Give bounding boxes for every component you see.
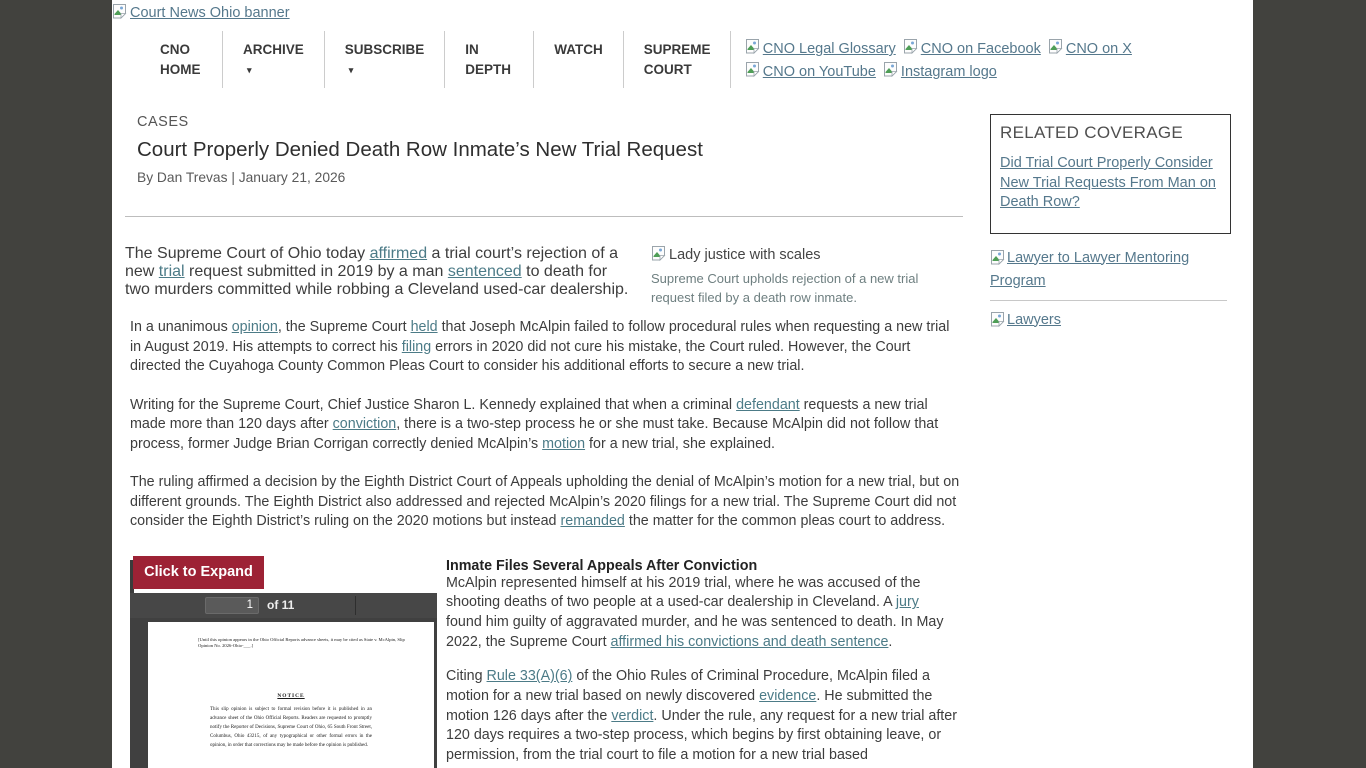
inline-link[interactable]: verdict xyxy=(611,707,654,724)
inline-link[interactable]: opinion xyxy=(231,319,278,335)
lawyers-link[interactable]: Lawyers xyxy=(990,312,1061,328)
article: CASES Court Properly Denied Death Row Inmate’s New Trial Request By Dan Trevas | January 21, 2026 Lady justice with scales Supreme Court upholds rejection of a new trial request filed by a death row inmate. The Supreme Court of Ohio today affirmed a trial court’s rejection of a new trial request submitted in 2019 by a man sentenced to death for two murders committed while robbing a Cleveland used-car dealership. In a unanimous opinion, the Supreme Court held that Joseph McAlpin failed to follow procedural rules when requesting a new trial in August 2019. His attempts to correct his filing errors in 2020 did not cure his mistake, the Court ruled. However, the Court directed the Cuyahoga County Common Pleas Court to consider his additional efforts to secure a new trial. Writing for the Supreme Court, Chief Justice Sharon L. Kennedy explained that when a criminal defendant requests a new trial made more than 120 days after conviction, there is a two-step process he or she must take. Because McAlpin did not follow that process, former Judge Brian Corrigan correctly denied McAlpin’s motion for a new trial, she explained. The ruling affirmed a decision by the Eighth District Court of Appeals upholding the denial of McAlpin’s motion for a new trial, but on different grounds. The Eighth District also addressed and rejected McAlpin’s 2020 filings for a new trial. The Supreme Court did not consider the Eighth District’s ruling on the 2020 motions but instead remanded the matter for the common pleas court to address. Click to Expand 1 of 11 [Until this opinion appears in the Ohio Official Reports advance sheets, it may be cited as State v. McAlpin, Slip Opinion No. 2026-Ohio-___.] NOTICE This slip opinion is subject to formal revision before it is published in an advance sheet of the Ohio Official Reports. Readers are requested to promptly notify the Reporter of Decisions, Supreme Court of Ohio, 65 South Front Street, Columbus, Ohio 43215, of any typographical or other formal errors in the opinion, in order that corrections may be made before the opinion is published. Inmate Files Several Appeals After Conviction McAlpin represented himself at his 2019 trial, where he was accused of the shooting deaths of two people at a used-car dealership in Cleveland. A jury found him guilty of aggravated murder, and he was sentenced to death. In May 2022, the Supreme Court affirmed his convictions and death sentence. Citing Rule 33(A)(6) of the Ohio Rules of Criminal Procedure, McAlpin filed a motion for a new trial based on newly discovered evidence. He submitted the motion 126 days after the verdict. Under the rule, any request for a new trial after 120 days requires a two-step process, which begins by first obtaining leave, or permission, from the trial court to file a motion for a new trial based xyxy=(125,114,963,768)
pdf-toolbar xyxy=(130,593,437,618)
youtube-link[interactable]: CNO on YouTube xyxy=(745,61,876,84)
pdf-page-input[interactable] xyxy=(205,597,259,614)
pdf-page-count: of 11 xyxy=(267,597,295,612)
paragraph: Citing Rule 33(A)(6) of the Ohio Rules of Criminal Procedure, McAlpin filed a motion for a new trial based on newly discovered evidence. He submitted the motion 126 days after the verdict. Under the rule, any request for a new trial after 120 days requires a two-step process, which begins by first obtaining leave, or permission, from the trial court to file a motion for a new trial based xyxy=(446,668,957,764)
inline-link[interactable]: affirmed his convictions and death sentence xyxy=(610,633,889,650)
inline-link[interactable]: jury xyxy=(895,594,919,611)
broken-image-icon xyxy=(745,38,760,61)
broken-image-icon xyxy=(883,61,898,84)
broken-image-icon xyxy=(903,38,918,61)
inline-link[interactable]: Rule 33(A)(6) xyxy=(486,668,573,685)
content-page xyxy=(112,0,1253,768)
nav-item-watch[interactable]: WATCH xyxy=(534,31,624,88)
inline-link[interactable]: conviction xyxy=(332,416,397,432)
paragraph: Writing for the Supreme Court, Chief Justice Sharon L. Kennedy explained that when a criminal defendant requests a new trial made more than 120 days after conviction, there is a two-step process he or she must take. Because McAlpin did not follow that process, former Judge Brian Corrigan correctly denied McAlpin’s motion for a new trial, she explained. xyxy=(130,396,939,452)
site-header xyxy=(112,3,1253,20)
pdf-notice-title: NOTICE xyxy=(277,692,305,699)
expand-button[interactable]: Click to Expand xyxy=(133,556,264,589)
pdf-citation: [Until this opinion appears in the Ohio Official Reports advance sheets, it may be cited as State v. McAlpin, Slip Opinion No. 2026-Ohio-___.] xyxy=(198,636,405,648)
social-links xyxy=(745,38,1253,84)
nav-item-subscribe[interactable]: SUBSCRIBE▾ xyxy=(325,31,446,88)
pdf-page xyxy=(148,622,434,768)
article-category: CASES xyxy=(137,114,189,130)
inline-link[interactable]: remanded xyxy=(560,513,625,529)
figure-caption: Supreme Court upholds rejection of a new trial request filed by a death row inmate. xyxy=(651,271,919,305)
nav-item-supreme-court[interactable]: SUPREME COURT xyxy=(624,31,731,88)
navigation-row xyxy=(112,31,1253,88)
nav-item-cno-home[interactable]: CNO HOME xyxy=(140,31,223,88)
pdf-canvas[interactable] xyxy=(130,618,437,768)
related-coverage-title: RELATED COVERAGE xyxy=(1000,123,1184,142)
broken-image-icon xyxy=(1048,38,1063,61)
article-continuation xyxy=(446,556,957,768)
section-heading: Inmate Files Several Appeals After Conviction xyxy=(446,557,758,574)
broken-image-icon xyxy=(745,61,760,84)
article-title: Court Properly Denied Death Row Inmate’s New Trial Request xyxy=(137,138,703,161)
pdf-notice-body: This slip opinion is subject to formal revision before it is published in an advance sheet of the Ohio Official Reports. Readers are requested to promptly notify the Reporter of Decisions, Supreme Court of Ohio, 65 South Front Street, Columbus, Ohio 43215, of any typographical or other formal errors in the opinion, in order that corrections may be made before the opinion is published. xyxy=(210,706,372,749)
related-coverage-box xyxy=(990,114,1231,234)
related-coverage-link[interactable]: Did Trial Court Properly Consider New Trial Requests From Man on Death Row? xyxy=(1000,155,1216,210)
inline-link[interactable]: affirmed xyxy=(369,245,428,262)
toolbar-separator xyxy=(355,596,356,615)
inline-link[interactable]: held xyxy=(410,319,438,335)
nav-item-archive[interactable]: ARCHIVE▾ xyxy=(223,31,325,88)
broken-image-icon xyxy=(651,245,666,265)
article-byline: By Dan Trevas | January 21, 2026 xyxy=(137,170,346,185)
chevron-down-icon: ▾ xyxy=(247,65,252,75)
figure-alt-text: Lady justice with scales xyxy=(669,247,821,263)
nav-item-in-depth[interactable]: IN DEPTH xyxy=(445,31,534,88)
legal-glossary-link[interactable]: CNO Legal Glossary xyxy=(745,38,896,61)
main-nav xyxy=(140,31,731,88)
broken-image-icon xyxy=(990,249,1005,271)
inline-link[interactable]: evidence xyxy=(759,688,817,705)
divider xyxy=(125,216,963,217)
article-figure xyxy=(651,245,963,307)
promo-item xyxy=(990,310,1231,333)
sidebar xyxy=(990,114,1231,768)
instagram-link[interactable]: Instagram logo xyxy=(883,61,997,84)
promo-item xyxy=(990,248,1231,291)
paragraph: McAlpin represented himself at his 2019 trial, where he was accused of the shooting deaths of two people at a used-car dealership in Cleveland. A jury found him guilty of aggravated murder, and he was sentenced to death. In May 2022, the Supreme Court affirmed his convictions and death sentence. xyxy=(446,574,944,650)
inline-link[interactable]: sentenced xyxy=(447,263,522,280)
paragraph: The ruling affirmed a decision by the Eighth District Court of Appeals upholding the denial of McAlpin’s motion for a new trial, but on different grounds. The Eighth District also addressed and rejected McAlpin’s 2020 filings for a new trial. The Supreme Court did not consider the Eighth District’s ruling on the 2020 motions but instead remanded the matter for the common pleas court to address. xyxy=(130,474,960,529)
mentoring-program-link[interactable]: Lawyer to Lawyer Mentoring Program xyxy=(990,249,1190,289)
inline-link[interactable]: motion xyxy=(542,435,586,452)
broken-image-icon xyxy=(990,311,1005,333)
banner-alt-text: Court News Ohio banner xyxy=(130,5,290,21)
x-link[interactable]: CNO on X xyxy=(1048,38,1132,61)
inline-link[interactable]: defendant xyxy=(736,396,800,413)
divider xyxy=(990,300,1227,301)
inline-link[interactable]: trial xyxy=(158,263,185,280)
facebook-link[interactable]: CNO on Facebook xyxy=(903,38,1041,61)
chevron-down-icon: ▾ xyxy=(348,65,354,75)
inline-link[interactable]: filing xyxy=(401,338,432,355)
banner-link[interactable] xyxy=(112,3,290,23)
broken-image-icon xyxy=(112,3,127,23)
pdf-viewer xyxy=(130,556,437,768)
paragraph: In a unanimous opinion, the Supreme Court held that Joseph McAlpin failed to follow procedural rules when requesting a new trial in August 2019. His attempts to correct his filing errors in 2020 did not cure his mistake, the Court ruled. However, the Court directed the Cuyahoga County Common Pleas Court to consider his additional efforts to secure a new trial. xyxy=(130,319,950,374)
